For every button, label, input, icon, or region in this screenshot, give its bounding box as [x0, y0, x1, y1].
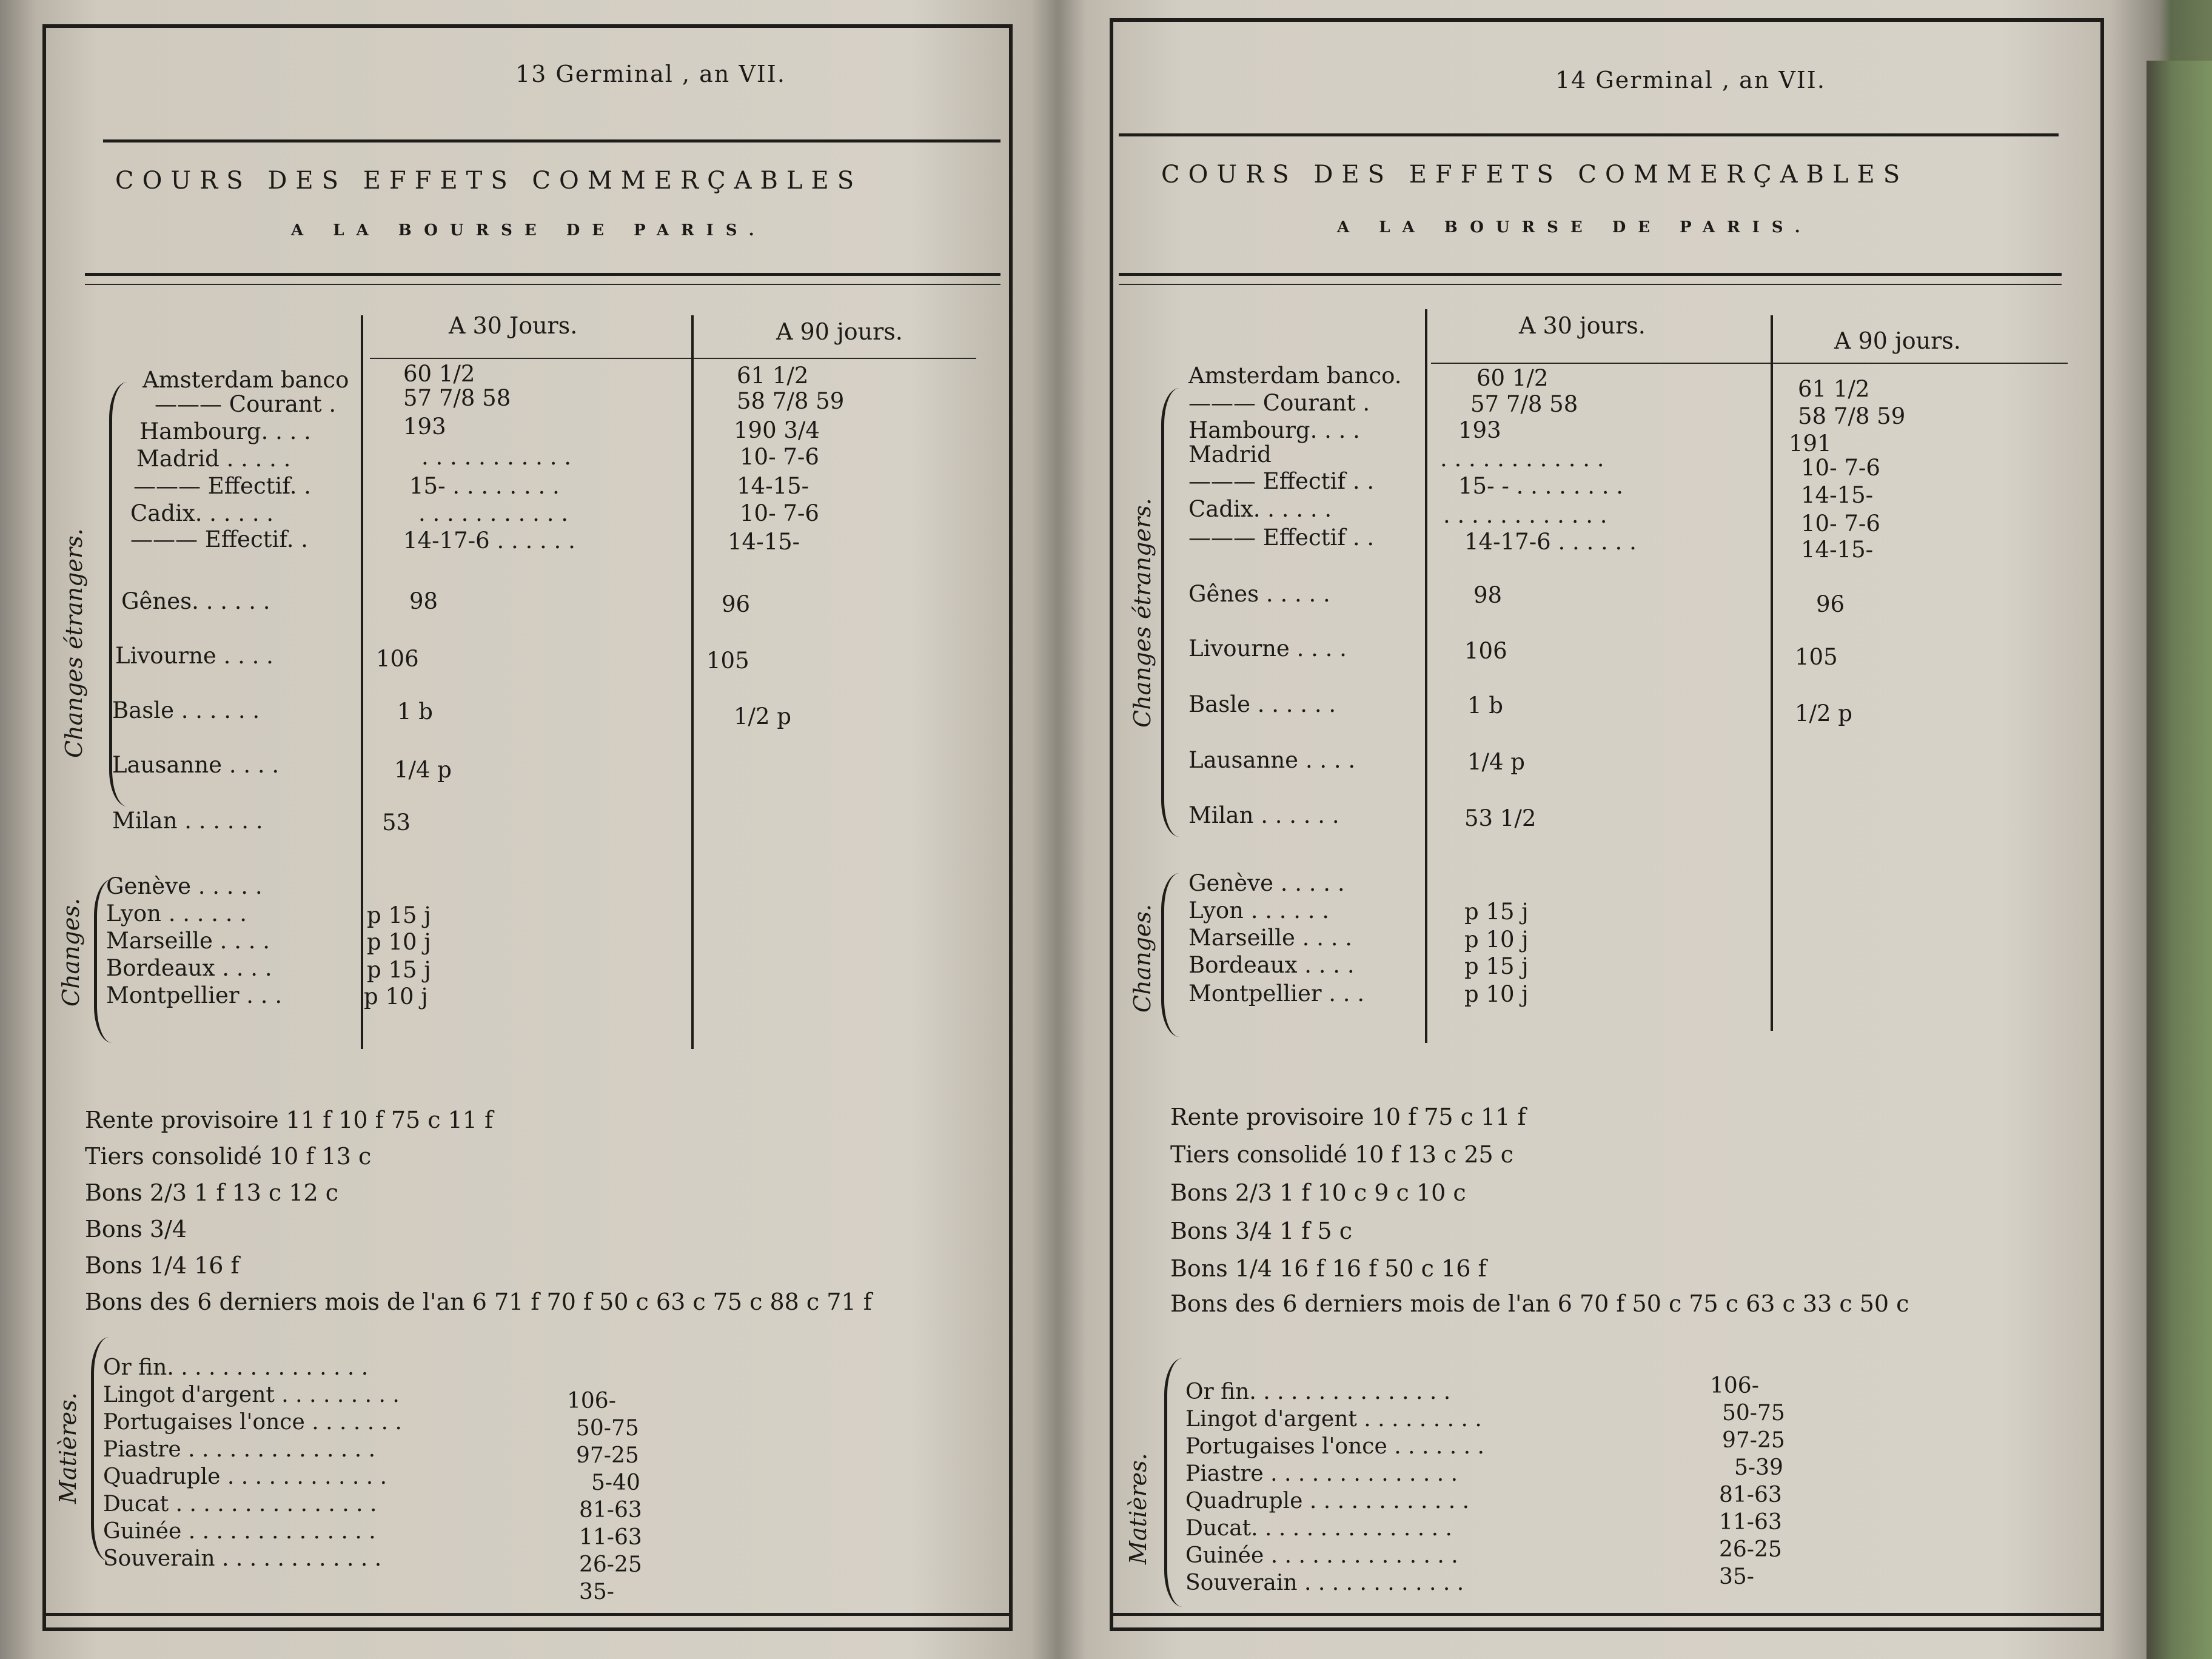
securities-line: Rente provisoire 10 f 75 c 11 f	[1170, 1104, 1526, 1130]
row-value-90: 61 1/2	[737, 363, 809, 389]
row-value-30: 53	[382, 809, 411, 836]
row-label: Marseille . . . .	[106, 928, 270, 954]
securities-line: Rente provisoire 11 f 10 f 75 c 11 f	[85, 1107, 494, 1133]
row-value-30: 1 b	[397, 699, 433, 725]
row-label: Madrid . . . . .	[136, 446, 291, 472]
column-30-days-header: A 30 jours.	[1519, 312, 1646, 339]
row-label: ——— Effectif . .	[1188, 525, 1375, 551]
row-label: Madrid	[1188, 441, 1272, 468]
row-label: Basle . . . . . .	[1188, 691, 1336, 717]
row-label: Lingot d'argent . . . . . . . . .	[103, 1382, 400, 1407]
row-label: Lingot d'argent . . . . . . . . .	[1185, 1407, 1482, 1432]
row-value-30: p 10 j	[1464, 927, 1529, 953]
row-label: ——— Effectif . .	[1188, 468, 1375, 494]
row-label: Montpellier . . .	[106, 982, 283, 1008]
row-value-90: 191	[1789, 431, 1832, 457]
column-divider-1	[361, 315, 363, 1049]
section-label-changes: Changes.	[1129, 903, 1156, 1013]
row-value-30: 1/4 p	[394, 757, 452, 783]
securities-line: Bons 1/4 16 f 16 f 50 c 16 f	[1170, 1255, 1487, 1282]
row-label: ——— Effectif. .	[130, 526, 309, 552]
row-value-90: 10- 7-6	[1801, 455, 1880, 481]
page-date: 14 Germinal , an VII.	[1555, 67, 1826, 93]
column-divider-1	[1425, 309, 1427, 1043]
row-value-90: 105	[706, 648, 749, 674]
row-label: Piastre . . . . . . . . . . . . . .	[103, 1437, 376, 1462]
row-label: Hambourg. . . .	[139, 418, 311, 444]
row-value-90: 14-15-	[737, 473, 809, 499]
securities-line: Bons des 6 derniers mois de l'an 6 71 f 70 f 50 c 63 c 75 c 88 c 71 f	[85, 1289, 872, 1315]
row-label: Gênes. . . . . .	[121, 588, 270, 614]
row-value-30: 60 1/2	[1476, 365, 1549, 391]
row-value-90: 96	[1816, 591, 1845, 617]
row-value-30: . . . . . . . . . . . .	[1440, 446, 1604, 472]
row-label: Cadix. . . . . .	[1188, 496, 1332, 522]
row-value-90: 10- 7-6	[1801, 511, 1880, 537]
column-header-rule	[370, 358, 976, 359]
row-value-30: 53 1/2	[1464, 805, 1537, 831]
page-title: COURS DES EFFETS COMMERÇABLES	[1161, 161, 1909, 189]
row-value-30: 193	[403, 414, 446, 440]
row-label: Guinée . . . . . . . . . . . . . .	[1185, 1543, 1458, 1568]
row-value-30: 106	[1464, 638, 1507, 664]
row-value-30: p 15 j	[367, 957, 431, 983]
row-value-90: 1/2 p	[1795, 700, 1852, 726]
column-30-days-header: A 30 Jours.	[449, 312, 578, 339]
row-label: Genève . . . . .	[1188, 870, 1345, 896]
row-value-90: 58 7/8 59	[1798, 403, 1906, 429]
row-value-90: 96	[722, 591, 751, 617]
row-label: Ducat. . . . . . . . . . . . . . .	[1185, 1516, 1452, 1541]
row-value-30: p 10 j	[367, 929, 431, 955]
row-label: Souverain . . . . . . . . . . . .	[1185, 1570, 1464, 1595]
row-value: 26-25	[1719, 1537, 1782, 1562]
row-label: ——— Courant .	[155, 391, 337, 417]
row-value-90: 105	[1795, 644, 1838, 670]
row-value: 97-25	[1722, 1428, 1785, 1453]
row-value-30: p 15 j	[1464, 899, 1529, 925]
row-value-30: 193	[1458, 417, 1501, 443]
row-label: Portugaises l'once . . . . . . .	[1185, 1434, 1484, 1459]
section-label-foreign: Changes étrangers.	[61, 528, 87, 758]
section-label-matieres: Matières.	[55, 1392, 81, 1504]
column-90-days-header: A 90 jours.	[1834, 327, 1961, 354]
row-label: Livourne . . . .	[1188, 635, 1347, 662]
row-value: 81-63	[579, 1498, 642, 1523]
row-value-30: 14-17-6 . . . . . .	[403, 528, 575, 554]
foreign-brace	[1161, 388, 1185, 837]
row-value-30: 98	[1473, 582, 1503, 608]
section-label-matieres: Matières.	[1125, 1453, 1151, 1564]
page-subtitle: A LA BOURSE DE PARIS.	[291, 221, 766, 240]
row-value: 106-	[1710, 1373, 1759, 1398]
row-label: Lausanne . . . .	[1188, 747, 1356, 773]
row-value-90: 1/2 p	[734, 703, 791, 729]
header-rule	[1119, 133, 2059, 136]
row-label: Bordeaux . . . .	[1188, 952, 1355, 978]
row-value: 35-	[1719, 1564, 1754, 1589]
row-value-30: 57 7/8 58	[403, 385, 511, 411]
row-value: 35-	[579, 1580, 614, 1604]
bottom-rule	[42, 1613, 1013, 1616]
row-label: Gênes . . . . .	[1188, 581, 1330, 607]
row-label: Guinée . . . . . . . . . . . . . .	[103, 1519, 376, 1544]
row-value-30: . . . . . . . . . . .	[421, 444, 571, 470]
row-label: Milan . . . . . .	[112, 808, 263, 834]
section-label-changes: Changes.	[58, 897, 84, 1007]
row-value-90: 10- 7-6	[740, 500, 819, 526]
row-label: Genève . . . . .	[106, 873, 263, 899]
row-value-30: 1 b	[1467, 692, 1503, 719]
securities-line: Bons 3/4	[85, 1216, 187, 1242]
row-label: ——— Effectif. .	[133, 473, 312, 499]
row-label: Portugaises l'once . . . . . . .	[103, 1410, 402, 1435]
matieres-brace	[1164, 1358, 1188, 1607]
page-date: 13 Germinal , an VII.	[515, 61, 786, 87]
row-label: Lyon . . . . . .	[1188, 897, 1330, 923]
row-value-90: 14-15-	[1801, 537, 1874, 563]
column-divider-2	[691, 315, 694, 1049]
row-label: Montpellier . . .	[1188, 980, 1365, 1007]
row-value-30: 1/4 p	[1467, 749, 1525, 775]
row-value-90: 14-15-	[1801, 482, 1874, 508]
right-page	[1091, 12, 2122, 1649]
row-value-30: p 10 j	[1464, 981, 1529, 1007]
row-value-30: p 15 j	[1464, 953, 1529, 979]
row-value-30: . . . . . . . . . . . .	[1443, 502, 1607, 528]
row-value-30: . . . . . . . . . . .	[418, 500, 568, 526]
row-value-30: 98	[409, 588, 438, 614]
row-value-30: 14-17-6 . . . . . .	[1464, 529, 1637, 555]
row-label: Bordeaux . . . .	[106, 955, 272, 981]
row-value-30: p 15 j	[367, 902, 431, 928]
row-label: Ducat . . . . . . . . . . . . . . .	[103, 1492, 377, 1517]
row-value: 50-75	[1722, 1401, 1785, 1426]
row-value-90: 61 1/2	[1798, 376, 1870, 402]
securities-line: Tiers consolidé 10 f 13 c	[85, 1143, 372, 1170]
row-label: Lyon . . . . . .	[106, 900, 247, 927]
row-label: Lausanne . . . .	[112, 752, 280, 778]
title-rule	[85, 273, 1000, 276]
title-rule-thin	[85, 284, 1000, 285]
securities-line: Bons 3/4 1 f 5 c	[1170, 1218, 1353, 1244]
page-title: COURS DES EFFETS COMMERÇABLES	[115, 167, 863, 195]
column-divider-2	[1771, 315, 1773, 1031]
row-value: 26-25	[579, 1552, 642, 1577]
row-label: Quadruple . . . . . . . . . . . .	[1185, 1489, 1470, 1513]
left-page	[36, 12, 1043, 1649]
securities-line: Tiers consolidé 10 f 13 c 25 c	[1170, 1141, 1514, 1168]
row-value: 106-	[567, 1389, 616, 1413]
row-value: 5-39	[1734, 1455, 1783, 1480]
row-label: Or fin. . . . . . . . . . . . . . .	[1185, 1379, 1451, 1404]
title-rule-thin	[1119, 284, 2062, 285]
row-value-30: 60 1/2	[403, 361, 475, 387]
securities-line: Bons 1/4 16 f	[85, 1252, 240, 1279]
row-label: Cadix. . . . . .	[130, 500, 274, 526]
row-value-90: 58 7/8 59	[737, 388, 845, 414]
row-label: Amsterdam banco.	[1188, 363, 1402, 389]
row-value-30: 15- . . . . . . . .	[409, 473, 560, 499]
row-value: 5-40	[591, 1470, 640, 1495]
row-value-30: 106	[376, 646, 419, 672]
page-subtitle: A LA BOURSE DE PARIS.	[1337, 218, 1812, 236]
row-value: 97-25	[576, 1443, 639, 1468]
row-value-30: 57 7/8 58	[1470, 391, 1578, 417]
row-value-90: 190 3/4	[734, 417, 820, 443]
row-label: Milan . . . . . .	[1188, 802, 1339, 828]
securities-line: Bons 2/3 1 f 10 c 9 c 10 c	[1170, 1179, 1466, 1206]
row-label: Amsterdam banco	[142, 367, 349, 393]
row-label: Or fin. . . . . . . . . . . . . . .	[103, 1355, 369, 1380]
row-label: Hambourg. . . .	[1188, 417, 1360, 443]
column-header-rule	[1431, 363, 2068, 364]
bottom-rule	[1110, 1613, 2104, 1616]
section-label-foreign: Changes étrangers.	[1129, 498, 1156, 728]
row-value-90: 14-15-	[728, 529, 800, 555]
row-label: ——— Courant .	[1188, 390, 1370, 416]
changes-brace	[1161, 873, 1185, 1037]
securities-line: Bons 2/3 1 f 13 c 12 c	[85, 1179, 338, 1206]
row-value: 81-63	[1719, 1483, 1782, 1507]
row-label: Souverain . . . . . . . . . . . .	[103, 1546, 382, 1571]
row-value: 50-75	[576, 1416, 639, 1441]
header-rule	[103, 139, 1000, 142]
row-value-30: 15- - . . . . . . . .	[1458, 473, 1624, 499]
row-label: Marseille . . . .	[1188, 925, 1353, 951]
row-value-30: p 10 j	[364, 984, 428, 1010]
row-label: Livourne . . . .	[115, 643, 273, 669]
title-rule	[1119, 273, 2062, 276]
row-value-90: 10- 7-6	[740, 444, 819, 470]
row-value: 11-63	[579, 1525, 642, 1550]
book-binding	[2147, 61, 2212, 1659]
column-90-days-header: A 90 jours.	[776, 318, 903, 345]
row-label: Piastre . . . . . . . . . . . . . .	[1185, 1461, 1458, 1486]
row-value: 11-63	[1719, 1510, 1782, 1535]
row-label: Quadruple . . . . . . . . . . . .	[103, 1464, 387, 1489]
row-label: Basle . . . . . .	[112, 697, 260, 723]
securities-line: Bons des 6 derniers mois de l'an 6 70 f 50 c 75 c 63 c 33 c 50 c	[1170, 1290, 1909, 1317]
